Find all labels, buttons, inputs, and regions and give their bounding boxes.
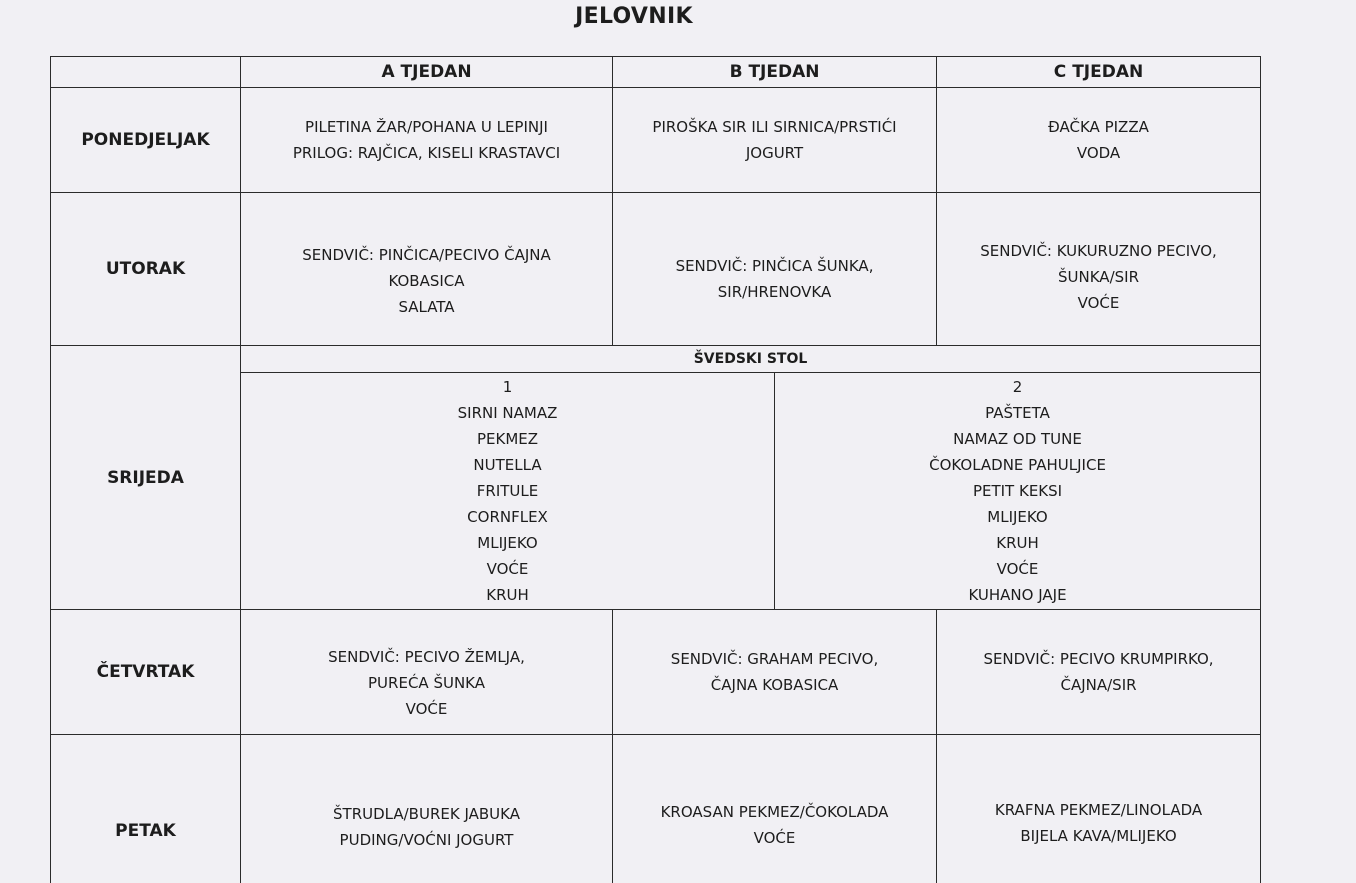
friday-week-b: [613, 735, 937, 883]
menu-line: PEKMEZ: [476, 430, 539, 448]
monday-week-c: [937, 88, 1261, 193]
menu-line: KRUH: [996, 534, 1039, 552]
menu-line: KROASAN PEKMEZ/ČOKOLADA: [660, 803, 889, 821]
menu-line: SENDVIČ: PINČICA ŠUNKA,: [675, 257, 874, 275]
menu-line: VOĆE: [753, 829, 796, 847]
menu-line: ŠUNKA/SIR: [1058, 268, 1139, 286]
menu-line: PUREĆA ŠUNKA: [368, 674, 485, 692]
menu-line: VOĆE: [1077, 294, 1120, 312]
row-monday: [51, 88, 1261, 193]
menu-line: SIR/HRENOVKA: [717, 283, 832, 301]
menu-line: ČAJNA/SIR: [1060, 676, 1137, 694]
menu-line: SENDVIČ: PINČICA/PECIVO ČAJNA: [302, 246, 551, 264]
day-tuesday: UTORAK: [51, 193, 241, 346]
buffet-title: ŠVEDSKI STOL: [241, 346, 1261, 373]
row-wednesday-buffet-title: [51, 346, 1261, 373]
menu-line: ŠTRUDLA/BUREK JABUKA: [333, 805, 520, 823]
menu-line: KRAFNA PEKMEZ/LINOLADA: [994, 801, 1203, 819]
menu-line: ĐAČKA PIZZA: [1048, 118, 1149, 136]
day-friday: PETAK: [51, 735, 241, 883]
menu-line: SALATA: [398, 298, 455, 316]
menu-line: VOĆE: [486, 560, 529, 578]
row-thursday: [51, 610, 1261, 735]
buffet-option-1: [241, 373, 775, 610]
header-week-b: B TJEDAN: [613, 57, 937, 88]
header-empty: [51, 57, 241, 88]
day-monday: PONEDJELJAK: [51, 88, 241, 193]
row-friday: [51, 735, 1261, 883]
menu-line: ČAJNA KOBASICA: [710, 676, 839, 694]
row-tuesday: [51, 193, 1261, 346]
menu-line: KOBASICA: [388, 272, 465, 290]
menu-line: JOGURT: [745, 144, 804, 162]
friday-week-c: [937, 735, 1261, 883]
menu-line: PETIT KEKSI: [972, 482, 1063, 500]
day-wednesday: SRIJEDA: [51, 346, 241, 610]
menu-line: KUHANO JAJE: [968, 586, 1067, 604]
header-week-a: A TJEDAN: [241, 57, 613, 88]
monday-week-b: [613, 88, 937, 193]
header-row: [51, 57, 1261, 88]
tuesday-week-b: [613, 193, 937, 346]
menu-line: KRUH: [486, 586, 529, 604]
menu-line: NUTELLA: [473, 456, 542, 474]
menu-line: PRILOG: RAJČICA, KISELI KRASTAVCI: [292, 144, 561, 162]
tuesday-week-a: [241, 193, 613, 346]
thursday-week-a: [241, 610, 613, 735]
menu-line: SENDVIČ: KUKURUZNO PECIVO,: [980, 242, 1217, 260]
menu-line: PIROŠKA SIR ILI SIRNICA/PRSTIĆI: [652, 118, 897, 136]
menu-line: MLIJEKO: [477, 534, 538, 552]
page-title: JELOVNIK: [575, 4, 693, 29]
menu-line: SENDVIČ: PECIVO KRUMPIRKO,: [983, 650, 1214, 668]
menu-line: CORNFLEX: [467, 508, 548, 526]
header-week-c: C TJEDAN: [937, 57, 1261, 88]
thursday-week-c: [937, 610, 1261, 735]
menu-line: VOĆE: [405, 700, 448, 718]
menu-line: PUDING/VOĆNI JOGURT: [339, 831, 514, 849]
menu-line: PILETINA ŽAR/POHANA U LEPINJI: [305, 118, 548, 136]
monday-week-a: [241, 88, 613, 193]
menu-line: VOĆE: [996, 560, 1039, 578]
menu-line: MLIJEKO: [987, 508, 1048, 526]
menu-line: PAŠTETA: [985, 404, 1050, 422]
buffet-option-2: [775, 373, 1261, 610]
menu-line: NAMAZ OD TUNE: [953, 430, 1082, 448]
day-thursday: ČETVRTAK: [51, 610, 241, 735]
menu-line: SENDVIČ: GRAHAM PECIVO,: [670, 650, 879, 668]
menu-line: SENDVIČ: PECIVO ŽEMLJA,: [328, 648, 525, 666]
friday-week-a: [241, 735, 613, 883]
tuesday-week-c: [937, 193, 1261, 346]
menu-line: SIRNI NAMAZ: [457, 404, 558, 422]
menu-line: BIJELA KAVA/MLIJEKO: [1020, 827, 1177, 845]
menu-line: FRITULE: [476, 482, 539, 500]
buffet-option-number: 2: [1012, 378, 1023, 396]
thursday-week-b: [613, 610, 937, 735]
buffet-option-number: 1: [502, 378, 513, 396]
menu-table: [50, 56, 1261, 883]
menu-line: ČOKOLADNE PAHULJICE: [929, 456, 1106, 474]
menu-line: VODA: [1076, 144, 1121, 162]
